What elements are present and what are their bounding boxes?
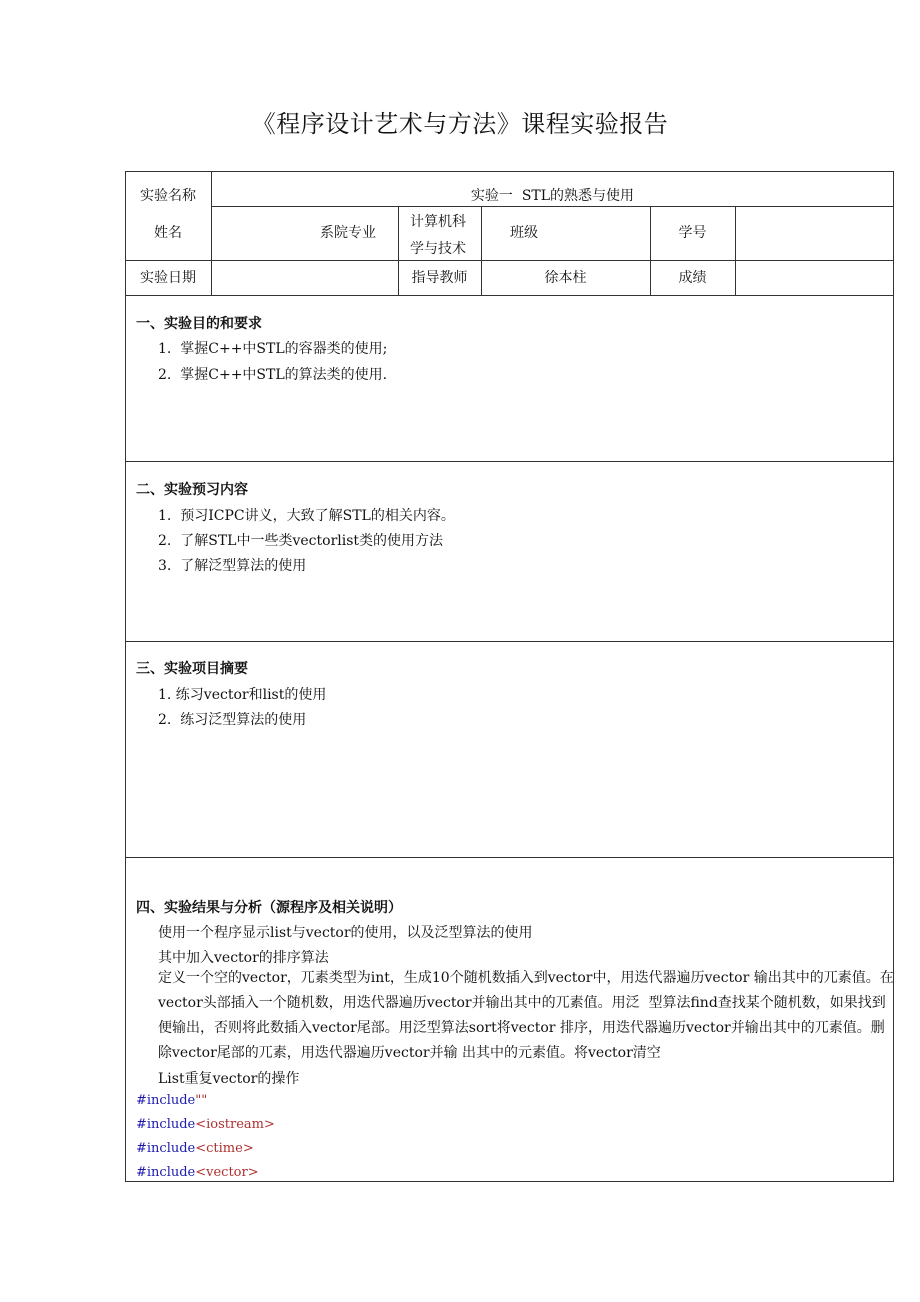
- code-argument: <iostream>: [195, 1117, 275, 1132]
- code-keyword: #include: [136, 1141, 196, 1156]
- grade-label: 成绩: [678, 270, 707, 286]
- exp-name-label: 实验名称: [140, 188, 196, 204]
- section-heading: 二、实验预习内容: [136, 482, 248, 498]
- table-rule: [125, 461, 894, 462]
- list-item: 2. 掌握C++中STL的算法类的使用.: [158, 367, 388, 383]
- page-title: 《程序设计艺术与方法》课程实验报告: [251, 110, 669, 138]
- name-label: 姓名: [154, 225, 182, 241]
- table-rule: [125, 260, 894, 261]
- code-line: [136, 1141, 254, 1156]
- code-keyword: #include: [136, 1093, 196, 1108]
- table-rule: [125, 857, 894, 858]
- list-item: 1. 练习vector和list的使用: [158, 687, 327, 703]
- dept-value-line1: 计算机科: [410, 214, 466, 230]
- code-keyword: #include: [136, 1117, 196, 1132]
- code-argument: "": [195, 1093, 208, 1108]
- list-item: 1. 掌握C++中STL的容器类的使用;: [158, 341, 388, 357]
- description-line: 使用一个程序显示list与vector的使用，以及泛型算法的使用: [158, 925, 533, 941]
- table-rule: [125, 641, 894, 642]
- list-item: 2. 练习泛型算法的使用: [158, 712, 307, 728]
- list-item: 1. 预习ICPC讲义，大致了解STL的相关内容。: [158, 508, 455, 524]
- description-line: 其中加入vector的排序算法: [158, 950, 329, 966]
- section-heading: 四、实验结果与分析（源程序及相关说明）: [136, 900, 402, 916]
- code-line: [136, 1093, 207, 1108]
- code-argument: <ctime>: [195, 1141, 254, 1156]
- section-heading: 三、实验项目摘要: [136, 661, 248, 677]
- table-rule: [735, 206, 736, 295]
- table-rule: [125, 295, 894, 296]
- list-item: 2. 了解STL中一些类vectorlist类的使用方法: [158, 533, 444, 549]
- code-keyword: #include: [136, 1165, 196, 1180]
- student-id-label: 学号: [678, 225, 707, 241]
- description-paragraph: 定义一个空的vector，兀素类型为int，生成10个随机数插入到vector中，用迭代器遍历vector 输出其中的兀素值。在vector头部插入一个随机数，用迭代器遍历vector并输出其中的兀素值。用泛 型算法find查找某个随机数，如果找到便输出，否则将此数插入vector尾部。用泛型算法sort将vector 排序，用迭代器遍历vector并输出其中的兀素值。删除vector尾部的兀素，用迭代器遍历vector并输 出其中的元素值。将vector清空: [158, 970, 894, 1061]
- code-line: [136, 1165, 259, 1180]
- date-label: 实验日期: [140, 270, 196, 286]
- code-line: [136, 1117, 275, 1132]
- teacher-value: 徐本柱: [544, 270, 587, 286]
- section-heading: 一、实验目的和要求: [136, 316, 262, 332]
- dept-label: 系院专业: [320, 225, 376, 241]
- teacher-label: 指导教师: [411, 270, 468, 286]
- class-label: 班级: [510, 225, 538, 241]
- exp-name-value: 实验一 STL的熟悉与使用: [470, 188, 635, 204]
- code-argument: <vector>: [195, 1165, 259, 1180]
- dept-value-line2: 学与技术: [410, 241, 466, 257]
- list-item: 3. 了解泛型算法的使用: [158, 558, 307, 574]
- description-line: List重复vector的操作: [158, 1071, 300, 1087]
